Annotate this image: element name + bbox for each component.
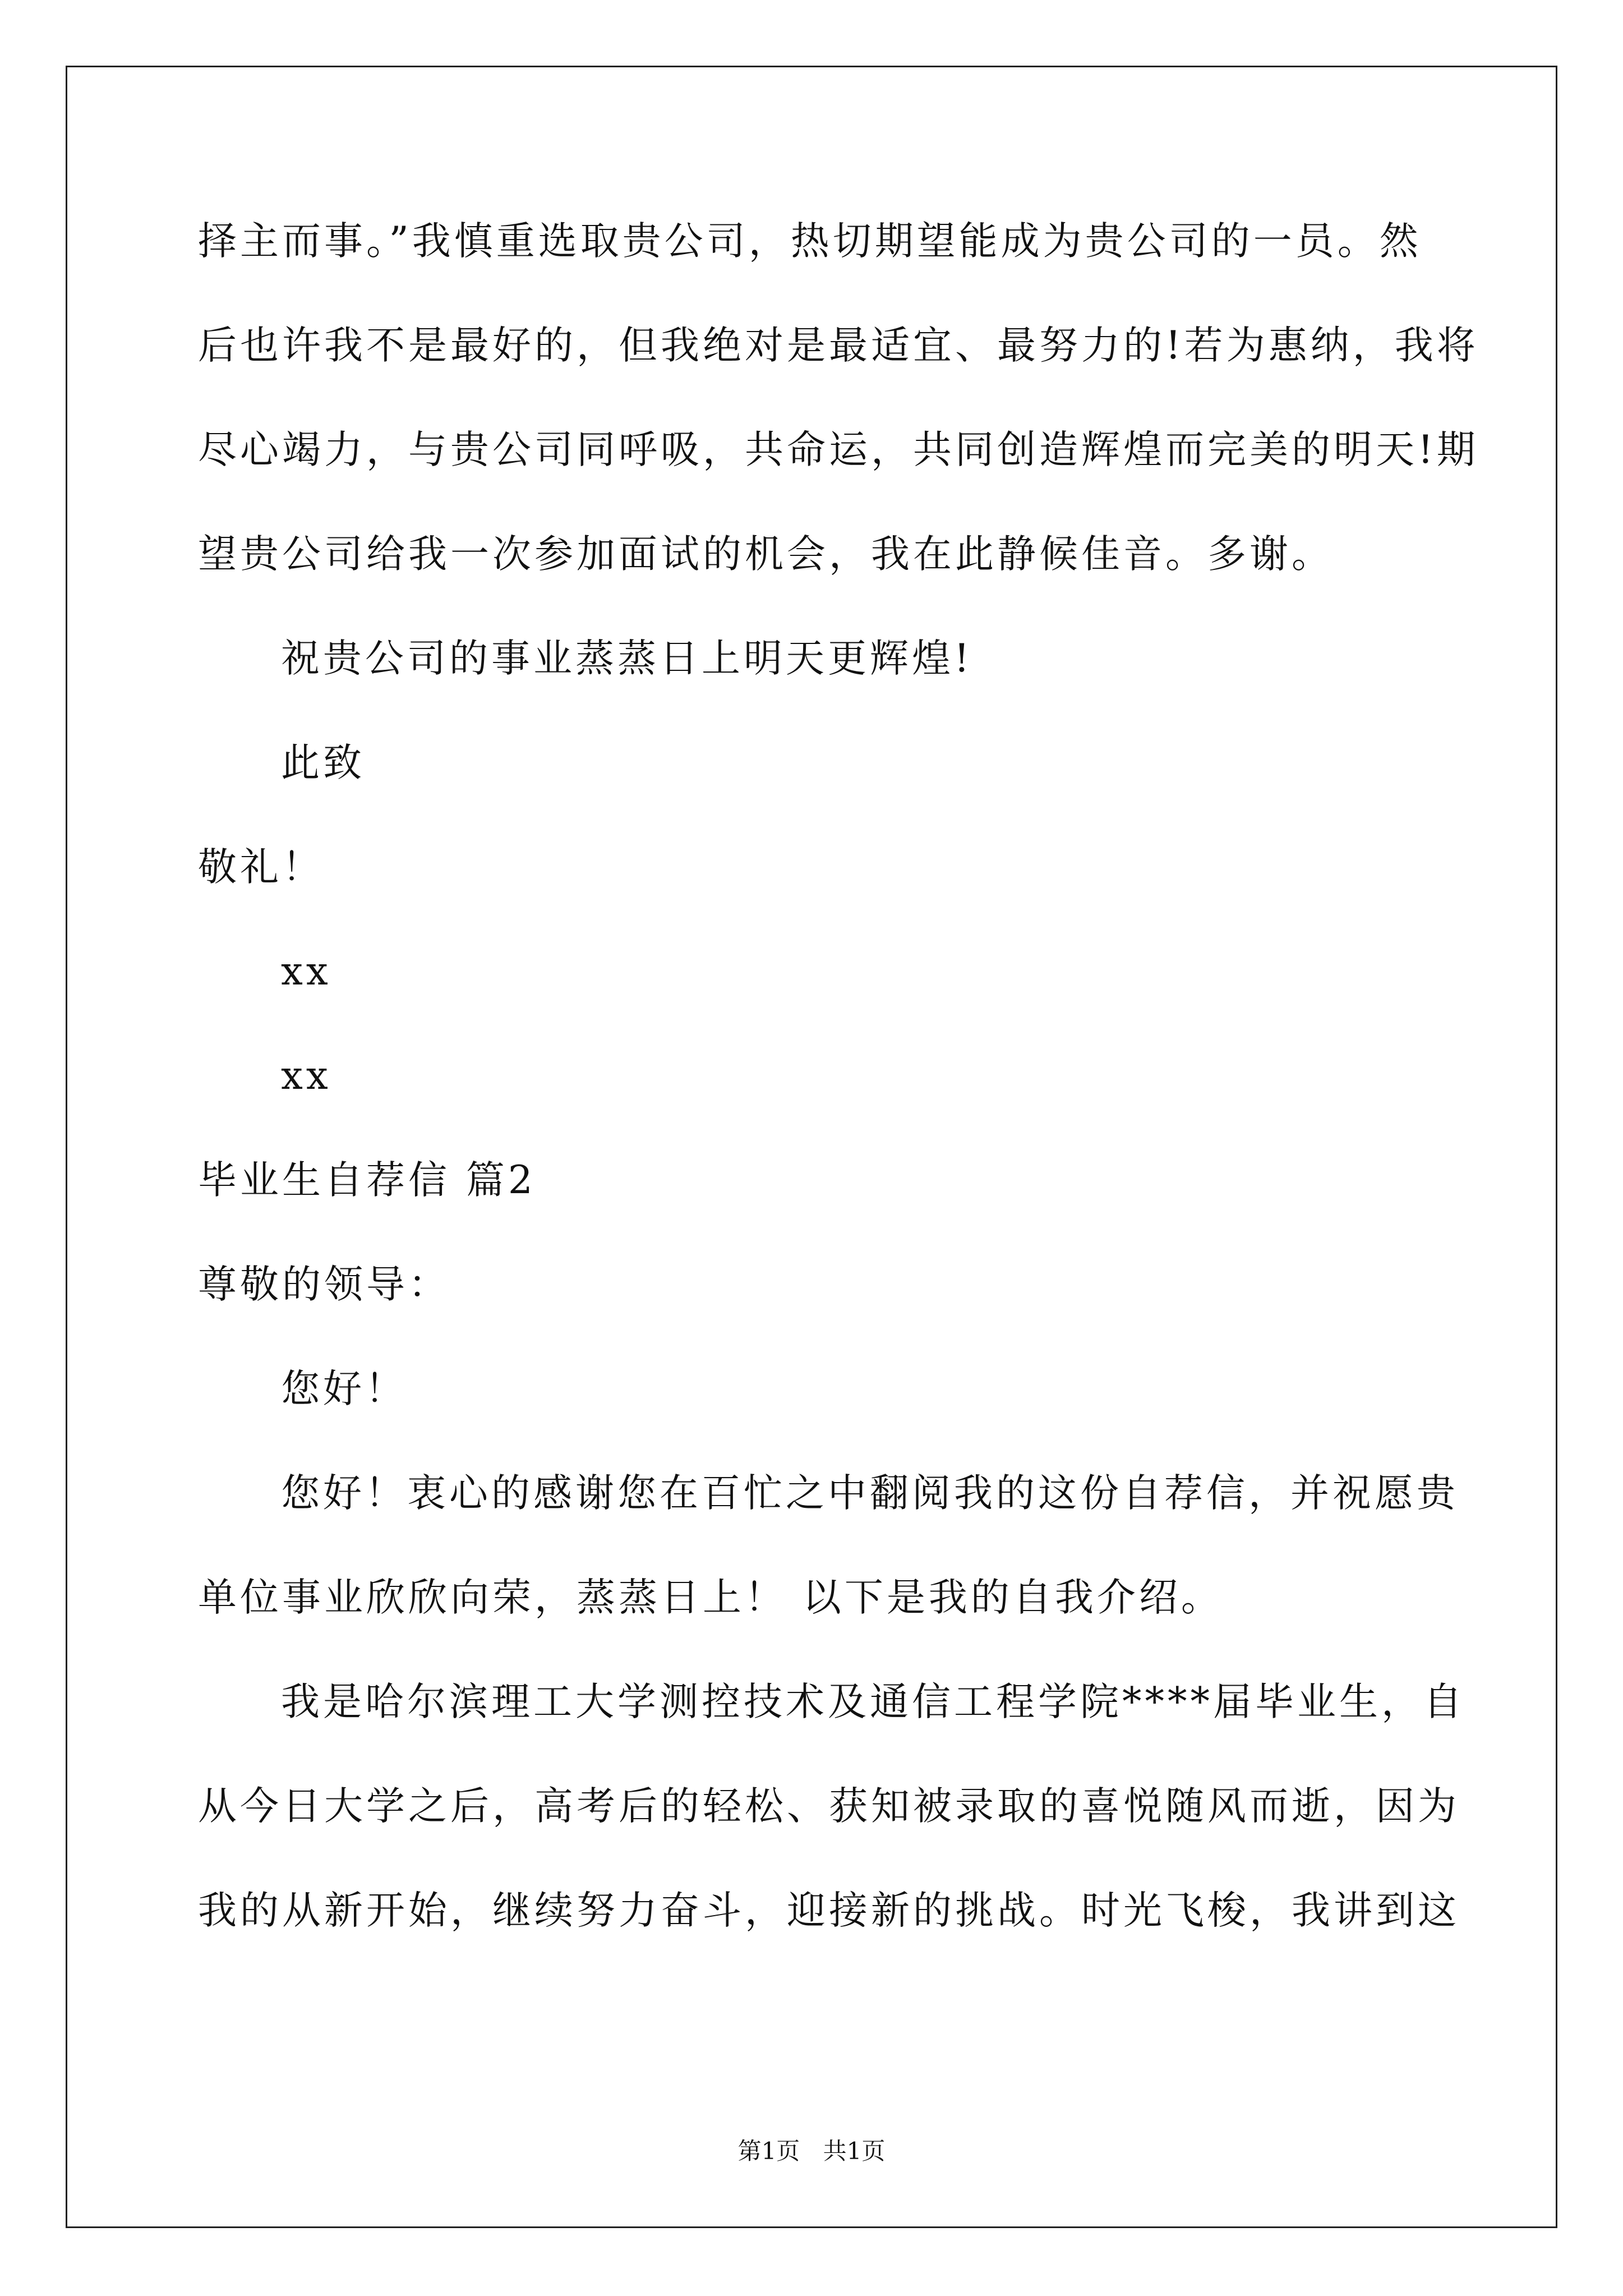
- signature-date: xx: [281, 1053, 331, 1098]
- document-body: [198, 213, 1479, 1987]
- closing-salutation: 此致: [281, 740, 365, 785]
- greeting: 尊敬的领导：: [198, 1262, 450, 1307]
- text-line: 从今日大学之后，高考后的轻松、获知被录取的喜悦随风而逝，因为: [198, 1784, 1460, 1829]
- text-line: 祝贵公司的事业蒸蒸日上明天更辉煌!: [281, 636, 973, 681]
- page-number-current: 第1页: [737, 2137, 800, 2165]
- signature-name: xx: [281, 949, 331, 994]
- text-line: 我的从新开始，继续努力奋斗，迎接新的挑战。时光飞梭，我讲到这: [198, 1888, 1460, 1933]
- text-line: 尽心竭力，与贵公司同呼吸，共命运，共同创造辉煌而完美的明天!期: [198, 427, 1479, 472]
- text-line: 后也许我不是最好的，但我绝对是最适宜、最努力的!若为惠纳，我将: [198, 323, 1479, 368]
- text-line: 望贵公司给我一次参加面试的机会，我在此静候佳音。多谢。: [198, 532, 1334, 577]
- section-heading: 毕业生自荐信 篇2: [198, 1158, 536, 1203]
- greeting-hello: 您好！: [281, 1366, 407, 1411]
- text-line: 我是哈尔滨理工大学测控技术及通信工程学院****届毕业生，自: [281, 1680, 1465, 1724]
- page-number-total: 共1页: [823, 2137, 886, 2165]
- page-footer: [0, 2134, 1623, 2168]
- text-line: 您好！衷心的感谢您在百忙之中翻阅我的这份自荐信，并祝愿贵: [281, 1471, 1459, 1516]
- text-line: 单位事业欣欣向荣，蒸蒸日上！ 以下是我的自我介绍。: [198, 1575, 1223, 1620]
- text-line: 择主而事。”我慎重选取贵公司，热切期望能成为贵公司的一员。然: [198, 219, 1422, 264]
- closing-regards: 敬礼！: [198, 845, 324, 890]
